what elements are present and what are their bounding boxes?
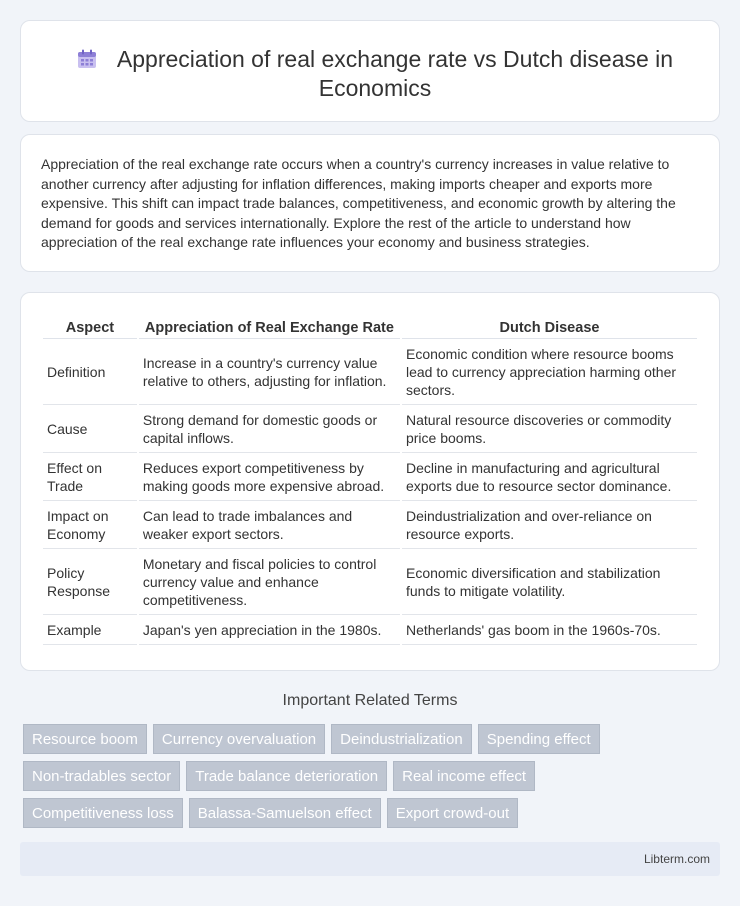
header-appreciation: Appreciation of Real Exchange Rate <box>139 317 400 339</box>
page-title: Appreciation of real exchange rate vs Dutch disease in Economics <box>116 46 674 101</box>
cell-appreciation: Japan's yen appreciation in the 1980s. <box>139 617 400 645</box>
related-term-tag[interactable]: Resource boom <box>23 724 147 754</box>
table-row <box>43 503 697 549</box>
cell-appreciation: Reduces export competitiveness by making goods more expensive abroad. <box>139 455 400 501</box>
cell-aspect: Definition <box>43 341 137 405</box>
cell-aspect: Effect on Trade <box>43 455 137 501</box>
cell-dutch-disease: Economic diversification and stabilization funds to mitigate volatility. <box>402 551 697 615</box>
related-term-tag[interactable]: Deindustrialization <box>331 724 472 754</box>
cell-appreciation: Can lead to trade imbalances and weaker export sectors. <box>139 503 400 549</box>
header-dutch-disease: Dutch Disease <box>402 317 697 339</box>
cell-dutch-disease: Netherlands' gas boom in the 1960s-70s. <box>402 617 697 645</box>
page-title-wrap <box>61 45 689 103</box>
table-row <box>43 407 697 453</box>
comparison-card <box>20 292 720 671</box>
table-row <box>43 341 697 405</box>
footer <box>20 842 720 876</box>
cell-dutch-disease: Decline in manufacturing and agricultural exports due to resource sector dominance. <box>402 455 697 501</box>
comparison-table <box>41 315 699 647</box>
related-terms-list <box>23 724 663 828</box>
cell-dutch-disease: Economic condition where resource booms lead to currency appreciation harming other sectors. <box>402 341 697 405</box>
cell-aspect: Policy Response <box>43 551 137 615</box>
cell-dutch-disease: Natural resource discoveries or commodity price booms. <box>402 407 697 453</box>
related-term-tag[interactable]: Real income effect <box>393 761 535 791</box>
related-term-tag[interactable]: Competitiveness loss <box>23 798 183 828</box>
cell-aspect: Impact on Economy <box>43 503 137 549</box>
related-term-tag[interactable]: Export crowd-out <box>387 798 518 828</box>
related-term-tag[interactable]: Spending effect <box>478 724 600 754</box>
cell-dutch-disease: Deindustrialization and over-reliance on resource exports. <box>402 503 697 549</box>
intro-text: Appreciation of the real exchange rate occurs when a country's currency increases in value relative to another currency after adjusting for inflation differences, making imports cheaper and exports more expensive. This shift can impact trade balances, competitiveness, and economic growth by altering the demand for goods and services internationally. Explore the rest of the article to understand how appreciation of the real exchange rate influences your economy and business strategies. <box>41 156 676 251</box>
related-term-tag[interactable]: Currency overvaluation <box>153 724 325 754</box>
cell-appreciation: Strong demand for domestic goods or capital inflows. <box>139 407 400 453</box>
table-header-row <box>43 317 697 339</box>
related-term-tag[interactable]: Non-tradables sector <box>23 761 180 791</box>
related-term-tag[interactable]: Trade balance deterioration <box>186 761 387 791</box>
related-terms-title: Important Related Terms <box>282 692 458 709</box>
related-term-tag[interactable]: Balassa-Samuelson effect <box>189 798 381 828</box>
header-aspect: Aspect <box>43 317 137 339</box>
intro-card <box>20 134 720 272</box>
calendar-icon <box>77 47 97 67</box>
table-row <box>43 617 697 645</box>
table-row <box>43 551 697 615</box>
cell-appreciation: Monetary and fiscal policies to control currency value and enhance competitiveness. <box>139 551 400 615</box>
header-card <box>20 20 720 122</box>
table-row <box>43 455 697 501</box>
cell-aspect: Cause <box>43 407 137 453</box>
footer-site-link[interactable]: Libterm.com <box>643 852 710 866</box>
cell-appreciation: Increase in a country's currency value relative to others, adjusting for inflation. <box>139 341 400 405</box>
cell-aspect: Example <box>43 617 137 645</box>
